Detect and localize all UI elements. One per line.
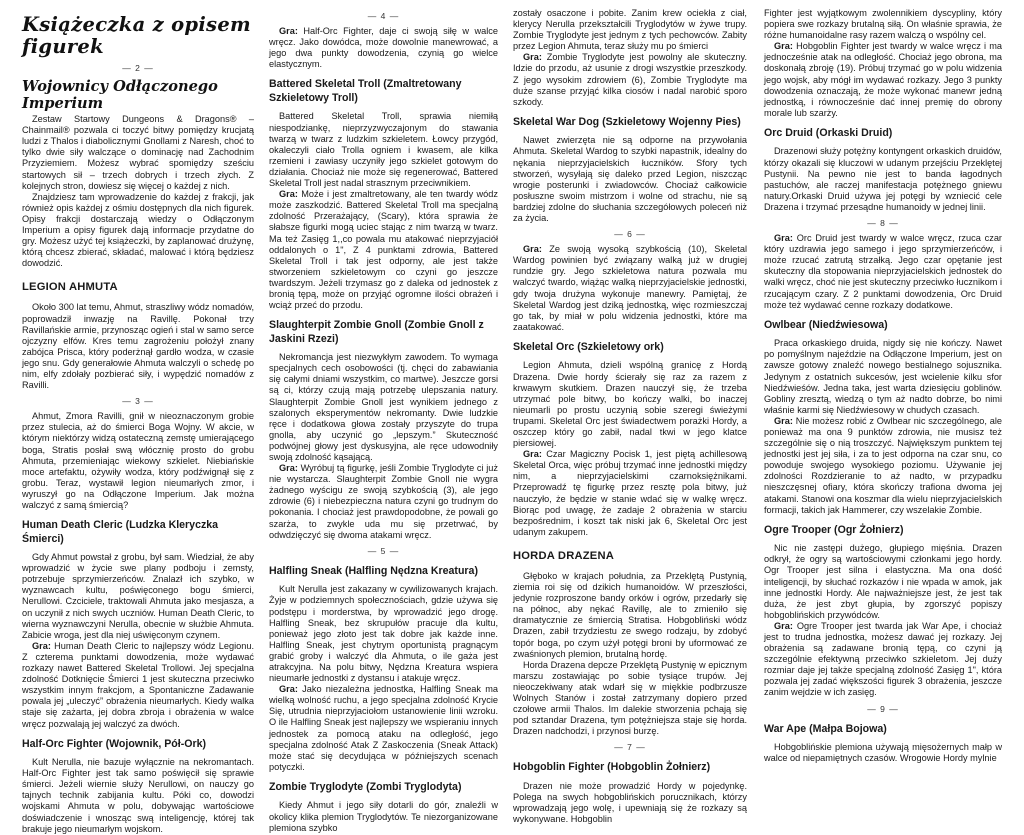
page-number: — 5 — <box>367 545 400 556</box>
paragraph: zostały osaczone i pobite. Zanim krew ociekła z ciał, klerycy Nerulla przekształcili Tryglodytów w żywe trupy. Zombie Tryglodyte jest jednym z tych pechowców. Zabity przez Legion Ahmuta, teraz służy mu po śmierci <box>513 8 747 52</box>
unit-heading: Hobgoblin Fighter (Hobgoblin Żołnierz) <box>513 761 711 774</box>
unit-heading: Owlbear (Niedźwiesowa) <box>764 318 888 331</box>
game-text: Czar Magiczny Pocisk 1, jest piętą achillesową Skeletal Orca, więc próbuj trzymać inne jednostki między nim, a nieprzyjacielskimi czarnoksiężnikami. Przeprowadź tę figurkę przez resztę pola bitwy, już nauczyło, że będzie w stanie wdać się w walkę wręcz. Biorąc pod uwagę, że zadaje 2 obrażenia w starciu bezpośrednim, i koszt tak niski jak 6, Skeletal Orc jest udanym zakupem. <box>513 449 747 537</box>
game-text: Orc Druid jest twardy w walce wręcz, rzuca czar który uzdrawia jego samego i jego sprzymierzeńców, i może rzucać zatrutą strzałką. Jego czar opętanie jest skuteczny dla stopowania nieprzyjacielskich jednostek do walki wręcz, choć nie jest skuteczny przeciwko łucznikom i rzucającym czary. Z 2 punktami dowodzenia, Orc Druid może też wydawać cenne rozkazy dodatkowe. <box>764 233 1002 310</box>
unit-heading: Skeletal War Dog (Szkieletowy Wojenny Pies) <box>513 115 741 128</box>
game-text: Jako niezależna jednostka, Halfling Sneak ma wielką wolność ruchu, a jego specjalna zdolność Krycie Się, utrudnia nieprzyjaciołom ustanowienie linii wzroku. O ile Halfling Sneak jest najlepszy we wspieraniu innych jednostek za pomocą ataku na odległość, jego specjalna zdolność Atak Z Zaskoczenia (Sneak Attack) może stać się decydująca w późniejszych scenach potyczki. <box>269 684 499 772</box>
paragraph: Horda Drazena depcze Przeklętą Pustynię w epicznym marszu zostawiając po sobie tysiące trupów. Jej nieoczekiwany atak wdarł się w miękkie podbrzusze Wolnych Stanów i został zatrzymany dopiero przed czołowe armii Thalos. Im dalekie stworzenia pchają się pod sztandar Drazena, tym potężniejsza staje się horda. Drazen nadchodzi, i przynosi burzę. <box>513 659 747 737</box>
game-text: Half-Orc Fighter, daje ci swoją siłę w walce wręcz. Jako dowódca, może dowolnie manewrować, a jego dwa punkty dowodzenia, czynią go wielce elastycznym. <box>269 26 498 70</box>
game-text: Zombie Tryglodyte jest powolny ale skuteczny. Idzie do przodu, aż usunie z drogi wszystkie przeszkody. Z jego wysokim zdrowiem (6), Zombie Tryglodyte ma duże szanse przyjąć kilka ciosów i nadal narobić sporo szkody. <box>513 52 747 107</box>
faction-heading: LEGION AHMUTA <box>22 281 118 294</box>
page-number: — 3 — <box>122 396 154 407</box>
game-paragraph <box>22 641 254 730</box>
paragraph: Głęboko w krajach południa, za Przeklętą Pustynią, ziemia roi się od dzikich humanoidów. W przeszłości, jedynie rozproszone bandy orków i ogrów, przedarły się na północ, aby nękać Ravillę, ale to zmieniło się dramatycznie ze śmiercią Stratisa. Hobgobliński wódz Drazen, zabił trzydziestu ze swego rodzaju, by zdobyć topór boga, po czym użył potęgi broni by uformować ze zwaśnionych plemion, brutalną hordę. <box>513 570 747 659</box>
paragraph: Gdy Ahmut powstał z grobu, był sam. Wiedział, że aby wprowadzić w życie swe plany podboju i zemsty, potrzebuje sprzymierzeńców. Znalazł ich szybko, w wyznawcach kultu, poświęconego bogu śmierci, Nerullowi. Czciciele, traktowali Ahmuta jako mesjasza, a on uczynił z nich swych uczniów. Human Death Cleric, to wierna wyznawczyni Nerulla, obecnie w służbie Ahmuta. Zabicie wroga, jest dla niej uświęconym czynem. <box>22 552 254 640</box>
game-paragraph <box>513 52 747 107</box>
paragraph: Legion Ahmuta, dzieli wspólną granicę z Hordą Drazena. Dwie hordy ścierały się raz za razem z krwawym skutkiem. Drazen nauczył się, że trzeba utrzymać pole bitwy, bo kończy walki, bo inaczej nieumarli po prostu uczynią sobie szeregi świeżymi trupami. Skeletal Orc jest świadectwem porażki Hordy, a oszczep który go zabił, nadal tkwi w jego klatce piersiowej. <box>513 360 747 449</box>
unit-heading: Slaughterpit Zombie Gnoll (Zombie Gnoll z Jaskini Rzezi) <box>269 319 484 345</box>
paragraph: Drazen nie może prowadzić Hordy w pojedynkę. Polega na swych hobgoblińskich porucznikach, którzy wprowadzają jego wolę, i upewniają się że rozkazy są wykonywane. Hobgoblin <box>513 780 747 825</box>
game-label: Gra: <box>279 684 298 695</box>
game-text: Może i jest zmaltretowany, ale ten twardy wódz może zaszkodzić. Battered Skeletal Troll ma specjalną zdolność Przerażający, (Scary), która sprawia że słabsze figurki mogą uciec stając z nim twarzą w twarz. Ma też Zasięg 1,,co powala mu atakować nieprzyjaciół oddalonych o 1", Z 4 punktami zdrowia, Battered Skeletal Troll i tak jest odporny, ale jest także stworzeniem szkieletowym co czyni go jeszcze twardszym. Jeżeli trzymasz go z daleka od jednostek z bronią tępą, może on przyjąć ogromne ilości obrażeń i wciąż przeć do przodu. <box>269 189 498 311</box>
page-number: — 7 — <box>614 742 646 753</box>
page-number: — 6 — <box>614 229 646 240</box>
game-label: Gra: <box>279 463 298 474</box>
game-label: Gra: <box>774 415 793 426</box>
game-paragraph <box>269 463 498 541</box>
column-4 <box>764 8 1003 764</box>
game-label: Gra: <box>774 233 793 244</box>
game-paragraph <box>764 233 1002 311</box>
section-title: Wojownicy Odłączonego Imperium <box>22 78 218 113</box>
unit-heading: Human Death Cleric (Ludzka Kleryczka Śmierci) <box>22 519 219 545</box>
paragraph: Kult Nerulla jest zakazany w cywilizowanych krajach. Żyje w podziemnych społecznościach, gdzie używa się podstępu i morderstwa, by wprowadzić jego drogę. Halfling Sneak, bez skrupułów pracuje dla kultu, ponieważ jego złoto jest tak dobre jak każde inne. Halfling Sneak, jest chytrym oportunistą pragnącym grabić groby i walczyć dla Ahmuta, o ile gaża jest atrakcyjna. Na polu bitwy, Nędzna Kreatura wspiera nieumarłe jednostki z dystansu i atakuje wręcz. <box>269 584 498 684</box>
game-paragraph <box>269 684 498 773</box>
game-text: Nie możesz robić z Owlbear nic szczególnego, ale ponieważ ma ona 9 punktów zdrowia, nie musisz też szczególnie się o nią troszczyć. Największym punktem tej jednostki jest jej siła, i za to jest odporna na czar snu, co powoduje swojego wysokiego poziomu. Używanie jej zdolności Rozdzieranie to aż nadto, w przypadku nieszczęsnej ofiary, która skończy trafiona dwoma jej atakami. Stanowi ona koszmar dla wielu nieprzyjacielskich formacji, takich jak Hammerer, czy wszelakie Zombie. <box>764 415 1002 515</box>
game-label: Gra: <box>279 189 298 200</box>
paragraph: Około 300 lat temu, Ahmut, straszliwy wódz nomadów, poprowadził inwazję na Ravillę. Pokonał trzy Ravillańskie armie, przynosząc ogień i stal w samo serce ojczyzny elfów. Kres temu zagrożeniu położył znany zabójca Prisca, który poderżnął gardło wodza, w czasie jego snu. Gdy generałowie Ahmuta walczyli o schedę po nim, elfy zdołały pozbierać siły, i wypędzić nomadów z Ravilli. <box>22 302 254 391</box>
unit-heading: War Ape (Małpa Bojowa) <box>764 722 887 735</box>
game-label: Gra: <box>523 52 542 63</box>
game-paragraph <box>764 416 1002 516</box>
paragraph: Nic nie zastępi dużego, głupiego mięśnia. Drazen odkrył, że ogry są wartościowymi członkami jego hordy. Ogr Trooper jest silna i elastyczna. Ma ona dość inteligencji, by słuchać rozkazów i nie wpada w amok, jak inne jednostki Hordy. Ale najważniejsze jest, że jest tak duża, że jest zbyt głupia, by zgorszyć popiszy hobgoblińskich przywódców. <box>764 543 1002 620</box>
faction-heading: HORDA DRAZENA <box>513 549 615 562</box>
game-paragraph <box>764 621 1002 699</box>
booklet-title: Książeczka z opisem figurek <box>22 13 251 58</box>
game-paragraph <box>513 244 747 333</box>
paragraph: Znajdziesz tam wprowadzenie do każdej z frakcji, jak również opis każdej z ośmiu dostępnych dla nich figurek. Opisy frakcji dostarczają wiedzy o Odłączonym Imperium a opisy figurek dają informacje przydatne do gry. Możesz użyć tej książeczki, by zaplanować drużynę, którą chcesz zbierać, składać, malować i którą będziesz dowodzić. <box>22 191 254 269</box>
unit-heading: Ogre Trooper (Ogr Żołnierz) <box>764 523 904 536</box>
game-text: Wyróbuj tą figurkę, jeśli Zombie Tryglodyte ci już nie wystarcza. Slaughterpit Zombie Gnoll nie wygra żadnego wyścigu ze swoją szybkością (3), ale jego zdrowie (6) i niebezpieczna natura czyni go trudnym do pokonania. I chociaż jest prawdopodobne, że powali go szarża, to zwykle uda mu się przetrwać, by odwdzięczyć się dwoma atakami wręcz. <box>269 463 498 540</box>
paragraph: Ahmut, Zmora Ravilli, gnił w nieoznaczonym grobie przez stulecia, aż do śmierci Boga Wojny. W akcie, w którym niektórzy widzą ostateczną zemstę umierającego boga, Stratis posłał swą włócznię prosto do grobu Ahmuta, przemieniając wiekowy szkielet. Niebiańskie moce artefaktu, ożywiły wodza, który podźwignął się z grobu. Teraz, wystawił legion nieumarłych zmor, i wyruszył go na Odłączone Imperium. Jak można walczyć z samą śmiercią? <box>22 411 254 510</box>
game-label: Gra: <box>279 26 298 37</box>
page-number: — 2 — <box>122 63 154 73</box>
paragraph: Drazenowi służy potężny kontyngent orkaskich druidów, którzy okazali się kluczowi w udanym przejściu Przeklętej Pustynii. Na pewno nie jest to banda łagodnych pastuchów, ale raczej manifestacja potężnego gniewu natury.Orkaski Druid używa jej potęgi by wzniecić cele Drazena i trzymać przesądne humanoidy w jednej linii. <box>764 146 1002 212</box>
page-number: — 8 — <box>867 218 899 228</box>
unit-heading: Halfling Sneak (Halfling Nędzna Kreatura) <box>269 564 478 577</box>
paragraph: Kiedy Ahmut i jego siły dotarli do gór, znaleźli w okolicy klika plemion Tryglodytów. Te niezorganizowane plemiona szybko <box>269 800 498 833</box>
game-text: Ogre Trooper jest twarda jak War Ape, i chociaż jest to trudna jednostka, możesz dawać jej rozkazy. Jej obrażenia są zadawane bronią tępą, co czyni ją szczególnie efektywną przeciwko szkieletom. Jej duży rozmiar daje jej także specjalną zdolność Zasięg 1", która pozwala jej zadać większości figurek 3 obrażenia, jeszcze zanim wejdzie w ich zasięg. <box>764 620 1002 698</box>
paragraph: Nawet zwierzęta nie są odporne na przywołania Ahmuta. Skeletal Wardog to szybki napastnik, idealny do nękania nieprzyjacielskich łuczników. Sfory tych stworzeń, wysyłają się daleko przed Legion, niszcząc wrogie posterunki i zwiadowców. Chociaż całkowicie posłuszne swoim mistrzom i wolne od strachu, nie są bardziej zdolne do słuchania szczegółowych poleceń niż za życia. <box>513 135 747 223</box>
game-label: Gra: <box>774 41 793 52</box>
column-1 <box>22 8 254 834</box>
game-paragraph <box>764 41 1002 119</box>
column-3 <box>513 8 747 825</box>
unit-heading: Battered Skeletal Troll (Zmaltretowany Szkieletowy Troll) <box>269 78 462 104</box>
paragraph: Fighter jest wyjątkowym zwolennikiem dyscypliny, który popiera swe rozkazy brutalną siłą. On właśnie sprawia, że różne humanoidalne rasy razem walczą o wspólny cel. <box>764 8 1002 41</box>
page-number: — 4 — <box>367 11 400 21</box>
game-paragraph <box>513 449 747 538</box>
game-label: Gra: <box>774 620 793 631</box>
paragraph: Praca orkaskiego druida, nigdy się nie kończy. Nawet po pomyślnym najeździe na Odłączone Imperium, jest on zawsze gotowy znaleźć nowego bestialnego sojusznika. Jedynym z ostatnich sukcesów, jest wcielenie kilku sfor Niedźwieśów. Jedna taka, jest warta dziesięciu goblinów. Gobliny zresztą, wiedzą o tym aż nadto dobrze, bo nimi właśnie karmi się Niedźwiesowy w chudych czasach. <box>764 338 1002 415</box>
game-paragraph <box>269 189 498 311</box>
paragraph: Nekromancja jest niezwykłym zawodem. To wymaga specjalnych cech osobowości (tj. chęci do zabawiania się całymi dniami wszystkim, co martwe). Jeszcze gorsi są ci, którzy czują mają potrzebę ulepszania natury. Slaughterpit Zombie Gnoll jest wynikiem jednego z szalonych eksperymentów nekromanty. Dwie ludzkie ręce i dodatkowa głowa zostały przyszyte do trupa gnolla, aby uczynić go „lepszym.” Skuteczność podwójnej głowy jest dyskusyjna, ale ręce udowodniły swoją zdolność kąsającą. <box>269 352 498 462</box>
unit-heading: Skeletal Orc (Szkieletowy ork) <box>513 340 664 353</box>
paragraph: Battered Skeletal Troll, sprawia niemiłą niespodziankę, nieprzyzwyczajonym do stawania twarzą w twarz z ludzkim szkieletem. Łowcy przygód, okaleczyli ciało Trolla ogniem i kwasem, ale kilka rzemieni i zawiasy uczyniły jego szkielet gotowym do działania. Chociaż nie może się regenerować, Battered Skeletal Troll jest nadal strasznym przeciwnikiem. <box>269 111 498 189</box>
column-2 <box>269 8 499 833</box>
game-text: Ze swoją wysoką szybkością (10), Skeletal Wardog powinien być związany walką już w drugiej rundzie gry. Jego szkieletowa natura pozwala mu walczyć twardo, wiążąc walką nieprzyjacielskie jednostki, gdy twoja drużyna wykonuje manewry. Pamiętaj, że Skeletal Wardog jest dziką jednostką, więc rozmieszczaj go tak, by miał w polu widzenia jednostki, które ma zaatakować. <box>513 244 747 332</box>
game-text: Hobgoblin Fighter jest twardy w walce wręcz i ma jednocześnie atak na odległość. Chociaż jego obrona, ma doskonałą zbroję (19). Próbuj trzymać go w polu widzenia jego wojsk, aby mógł im wydawać rozkazy. Jego 3 punkty dowodzenia oznaczają, że może wykonać manewr jedną jednostką, i równocześnie dać innej premię do obrony morale lub szarży. <box>764 41 1003 118</box>
game-label: Gra: <box>32 640 51 651</box>
game-label: Gra: <box>523 449 542 460</box>
paragraph: Zestaw Startowy Dungeons & Dragons® – Chainmail® pozwala ci toczyć bitwy pomiędzy krucjatą ludzi z Thalos i diabolicznymi Gnollami z Naresh, choć to tylko dwie siły walczące o dominację nad Zachodnim Przyziemiem. Możesz wybrać spomiędzy sześciu startowych sił – trzech dobrych i trzech złych. Z kolejnych stron, dowiesz się więcej o każdej z nich. <box>22 114 254 191</box>
paragraph: Kult Nerulla, nie bazuje wyłącznie na nekromantach. Half-Orc Fighter jest tak samo poświęcił się sprawie śmierci. Jeżeli wiernie służy Nerullowi, on nauczy go tajnych technik zabijania kultu. Póki co, dowodzi wojskami Ahmuta w polu, dobywając wartościowe doświadczenie i wnosząc swą inteligencję, której tak brakuje jego nieumarłym wojskom. <box>22 757 254 834</box>
game-label: Gra: <box>523 244 542 255</box>
unit-heading: Half-Orc Fighter (Wojownik, Pół-Ork) <box>22 737 207 750</box>
page-number: — 9 — <box>867 703 899 714</box>
game-text: Human Death Cleric to najlepszy wódz Legionu. Z czterema punktami dowodzenia, może wydawać rozkazy nawet Battered Skeletal Trollowi. Jej specjalna zdolność Dotknięcie Śmierci 1 jest skuteczna przeciwko wszystkim innym frakcjom, a Spontaniczne Zadawanie powala jej „uleczyć” obrażenia nieumarłych. Kiedy walka staje się zażarta, jej dobra zbroja i obrażenia w walce wręcz pozwalają jej walczyć za dwóch. <box>22 640 254 729</box>
unit-heading: Zombie Tryglodyte (Zombi Tryglodyta) <box>269 780 462 793</box>
paragraph: Hobgoblińskie plemiona używają mięsożernych małp w walce od niepamiętnych czasów. Wrogowie Hordy mylnie <box>764 742 1002 764</box>
game-paragraph <box>269 26 498 70</box>
unit-heading: Orc Druid (Orkaski Druid) <box>764 126 893 139</box>
